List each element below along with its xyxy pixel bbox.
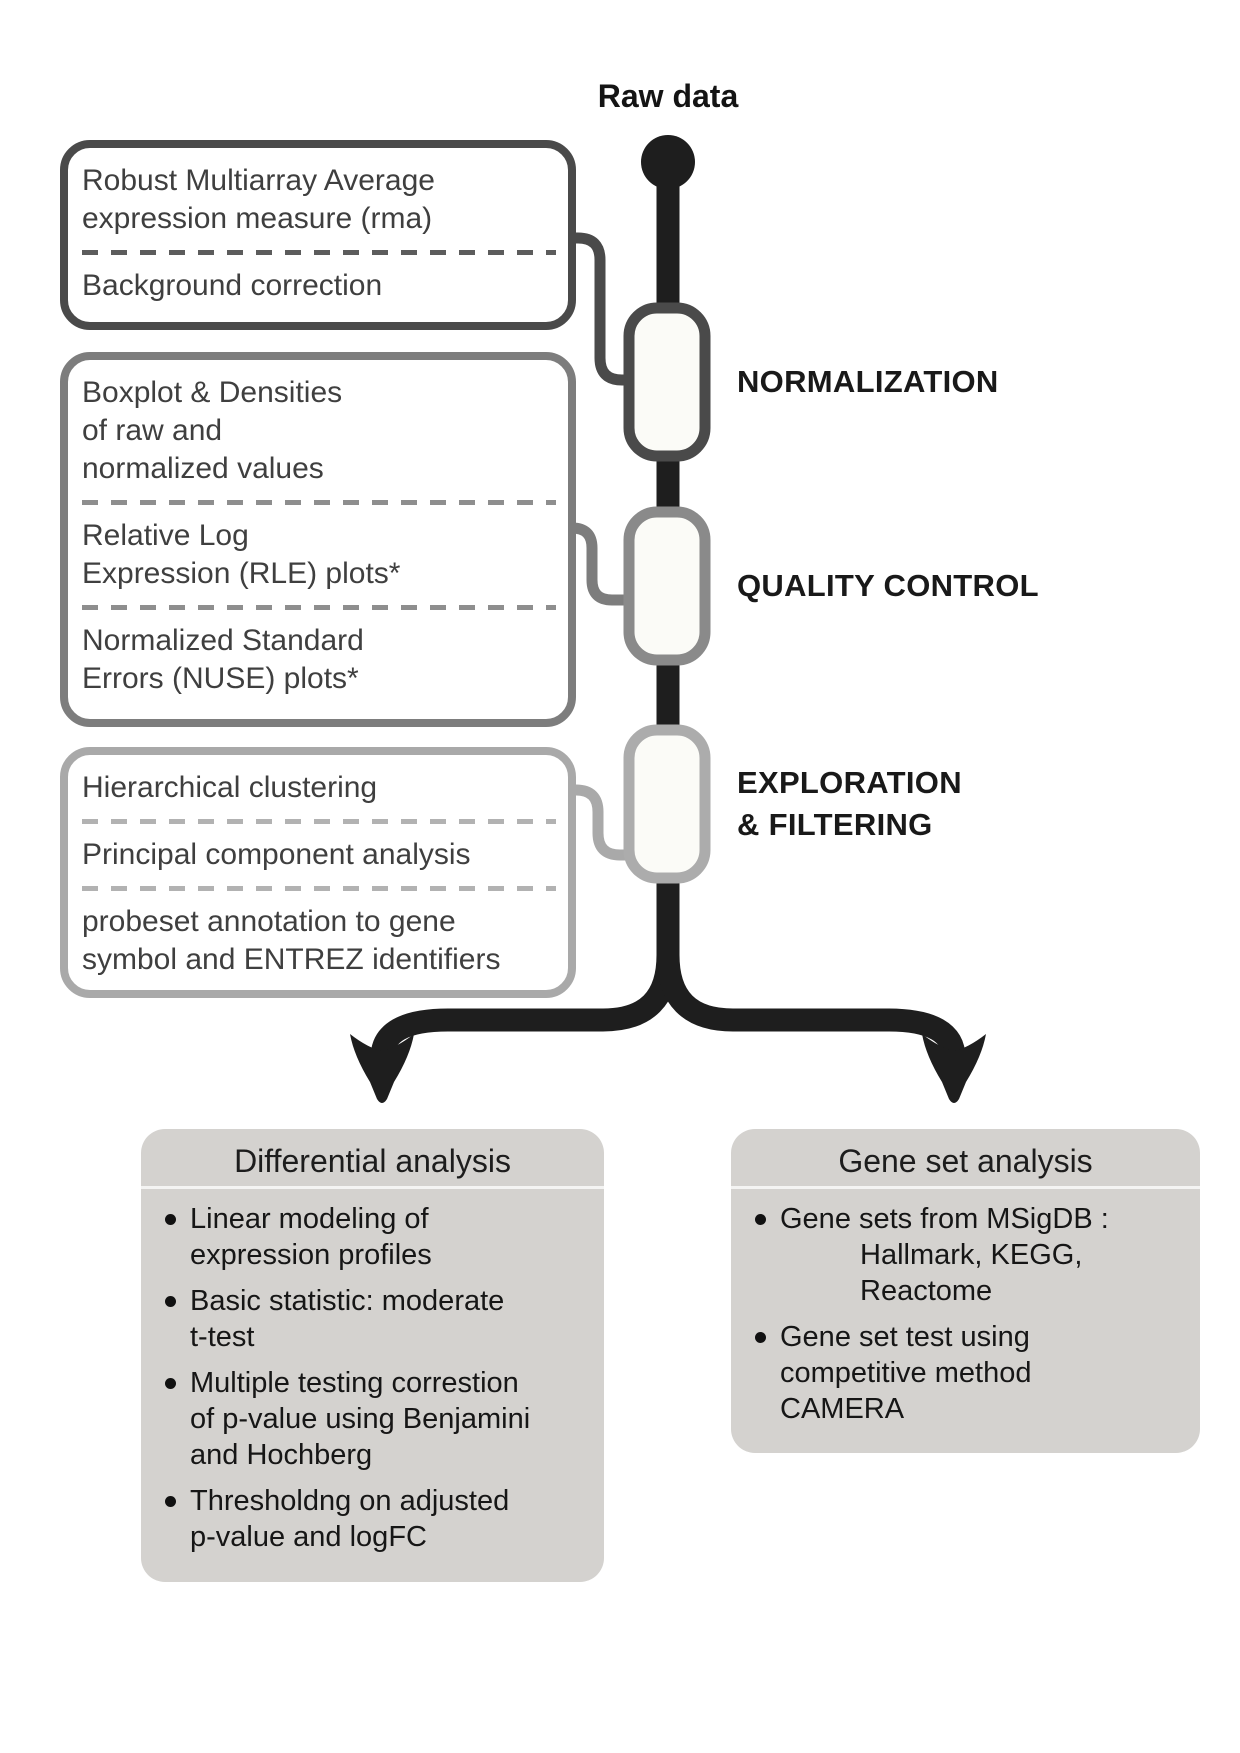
list-item-text: Reactome — [860, 1275, 993, 1307]
step-text: Relative Log — [82, 519, 249, 552]
list-item-text: expression profiles — [190, 1239, 432, 1271]
stage-label-exploration-line1: EXPLORATION — [737, 765, 962, 800]
dashed-divider — [82, 500, 556, 505]
gene-set-analysis-box — [731, 1129, 1200, 1453]
list-item — [165, 1283, 590, 1355]
stage-label-quality-control: QUALITY CONTROL — [737, 568, 1039, 603]
bullet-icon — [755, 1214, 766, 1225]
list-item-text: Multiple testing correstion — [190, 1367, 519, 1399]
list-item-text: Gene sets from MSigDB : — [780, 1203, 1109, 1235]
bullet-icon — [165, 1296, 176, 1307]
gene-set-analysis-title: Gene set analysis — [731, 1129, 1200, 1189]
step-text: of raw and — [82, 414, 223, 447]
list-item — [755, 1201, 1186, 1309]
dashed-divider — [82, 250, 556, 255]
step-text: expression measure (rma) — [82, 202, 433, 235]
step-text: Errors (NUSE) plots* — [82, 662, 359, 695]
quality-control-node — [629, 512, 705, 660]
list-item-text: competitive method — [780, 1357, 1032, 1389]
list-item-text: t-test — [190, 1321, 255, 1353]
step-text: normalized values — [82, 452, 324, 485]
list-item-text: p-value and logFC — [190, 1521, 427, 1553]
fork-branch-right — [668, 940, 954, 1058]
raw-data-start-dot — [641, 135, 695, 189]
step-text: Robust Multiarray Average — [82, 164, 435, 197]
step-text: Background correction — [82, 269, 383, 302]
step-text: symbol and ENTREZ identifiers — [82, 943, 501, 976]
bullet-icon — [165, 1496, 176, 1507]
normalization-node — [629, 308, 705, 456]
list-item-text: and Hochberg — [190, 1439, 373, 1471]
list-item-text: Gene set test using — [780, 1321, 1030, 1353]
step-text: Principal component analysis — [82, 838, 471, 871]
dashed-divider — [82, 886, 556, 891]
list-item-text: Hallmark, KEGG, — [860, 1239, 1083, 1271]
stage-label-normalization: NORMALIZATION — [737, 364, 999, 399]
step-text: Boxplot & Densities — [82, 376, 343, 409]
differential-analysis-list — [141, 1189, 604, 1555]
step-text: Normalized Standard — [82, 624, 364, 657]
normalization-steps-box — [60, 140, 576, 330]
list-item — [165, 1483, 590, 1555]
gene-set-analysis-list — [731, 1189, 1200, 1427]
list-item — [165, 1365, 590, 1473]
differential-analysis-box — [141, 1129, 604, 1582]
step-text: Hierarchical clustering — [82, 771, 378, 804]
step-text: probeset annotation to gene — [82, 905, 456, 938]
list-item-text: Linear modeling of — [190, 1203, 429, 1235]
list-item-text: of p-value using Benjamini — [190, 1403, 531, 1435]
stage-label-exploration — [737, 762, 962, 846]
exploration-node — [629, 730, 705, 878]
list-item-text: Basic statistic: moderate — [190, 1285, 505, 1317]
list-item-text: Thresholdng on adjusted — [190, 1485, 510, 1517]
differential-analysis-title: Differential analysis — [141, 1129, 604, 1189]
list-item — [755, 1319, 1186, 1427]
dashed-divider — [82, 605, 556, 610]
step-text: Expression (RLE) plots* — [82, 557, 401, 590]
dashed-divider — [82, 819, 556, 824]
list-item — [165, 1201, 590, 1273]
quality-control-steps-box — [60, 352, 576, 727]
bullet-icon — [755, 1332, 766, 1343]
raw-data-label: Raw data — [597, 78, 739, 114]
list-item-text: CAMERA — [780, 1393, 905, 1425]
bullet-icon — [165, 1214, 176, 1225]
bullet-icon — [165, 1378, 176, 1389]
stage-label-exploration-line2: & FILTERING — [737, 807, 933, 842]
exploration-steps-box — [60, 747, 576, 998]
